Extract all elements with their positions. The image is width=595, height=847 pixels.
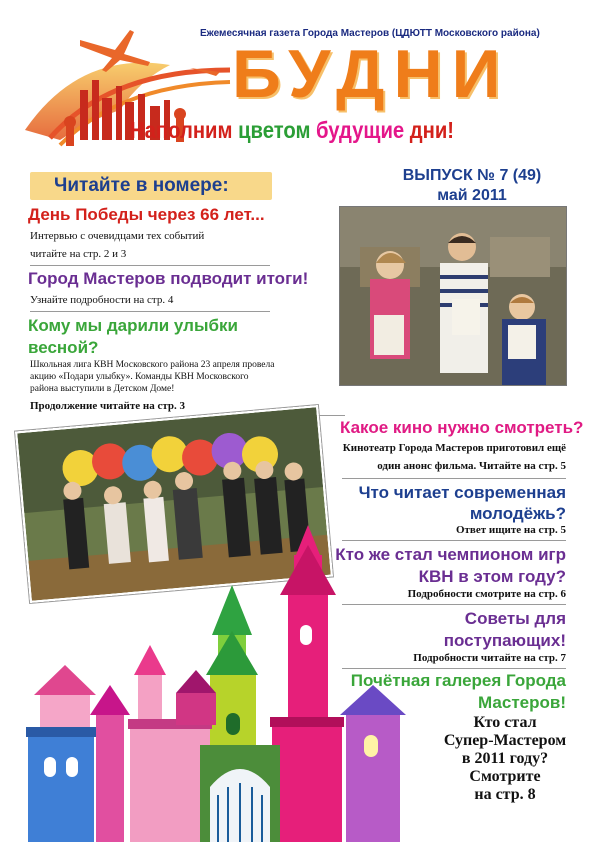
article-5-heading-line-2: молодёжь? — [469, 504, 566, 523]
photo-children-certificates — [339, 206, 567, 386]
article-3-text — [30, 359, 322, 395]
article-4-text-1: Кинотеатр Города Мастеров приготовил ещё — [342, 442, 566, 454]
slogan-word-1: Наполним — [130, 117, 233, 143]
article-6-heading-line-1: Кто же стал чемпионом игр — [335, 545, 566, 564]
article-3-continue: Продолжение читайте на стр. 3 — [30, 400, 186, 412]
article-3-heading-line-2: весной? — [28, 338, 99, 357]
article-4-text-2: один анонс фильма. Читайте на стр. 5 — [377, 460, 566, 472]
issue-info — [374, 166, 570, 206]
newspaper-title: БУДНИ — [232, 36, 510, 112]
article-8-text-line-4: Смотрите — [469, 768, 541, 785]
article-8-text-line-3: в 2011 году? — [461, 750, 549, 767]
article-3-text-line-3: района выступили в Детском Доме! — [30, 384, 175, 394]
article-1-text-1: Интервью с очевидцами тех событий — [30, 230, 205, 242]
article-7-text: Подробности читайте на стр. 7 — [413, 652, 566, 664]
article-8-text-line-5: на стр. 8 — [474, 786, 536, 803]
castle-illustration — [0, 525, 430, 842]
article-4-heading: Какое кино нужно смотреть? — [340, 418, 584, 437]
divider — [30, 311, 270, 312]
article-6-heading-line-2: КВН в этом году? — [418, 567, 566, 586]
issue-number: ВЫПУСК № 7 (49) — [402, 167, 542, 184]
inside-title: Читайте в номере: — [54, 175, 229, 196]
divider — [30, 265, 270, 266]
slogan-word-2: цветом — [238, 117, 311, 143]
article-3-text-line-1: Школьная лига КВН Московского района 23 апреля провела — [30, 360, 275, 370]
article-3-heading — [28, 315, 238, 359]
newspaper-subtitle: Ежемесячная газета Города Мастеров (ЦДЮТТ Московского района) — [200, 28, 540, 39]
article-7-heading-line-2: поступающих! — [443, 631, 566, 650]
article-8-heading-line-1: Почётная галерея Города — [350, 671, 566, 690]
slogan — [130, 117, 454, 144]
article-3-text-line-2: акцию «Подари улыбку». Команды КВН Московского — [30, 372, 249, 382]
article-2-text-1: Узнайте подробности на стр. 4 — [30, 294, 174, 306]
article-8-text-line-2: Супер-Мастером — [443, 732, 567, 749]
issue-date: май 2011 — [437, 187, 507, 204]
article-1-heading: День Победы через 66 лет... — [28, 205, 265, 224]
article-7-heading-line-1: Советы для — [464, 609, 566, 628]
slogan-word-3: будущие — [316, 117, 405, 143]
article-3-heading-line-1: Кому мы дарили улыбки — [28, 316, 238, 335]
article-8-text — [430, 714, 580, 804]
article-8-heading-line-2: Мастеров! — [478, 693, 566, 712]
slogan-word-4: дни! — [409, 117, 455, 143]
article-5-heading-line-1: Что читает современная — [358, 483, 566, 502]
article-5-text: Ответ ищите на стр. 5 — [455, 524, 566, 536]
divider — [342, 478, 566, 479]
article-6-text: Подробности смотрите на стр. 6 — [407, 588, 566, 600]
article-2-heading: Город Мастеров подводит итоги! — [28, 269, 309, 288]
article-5-heading — [300, 482, 566, 524]
article-1-text-2: читайте на стр. 2 и 3 — [30, 248, 127, 260]
article-8-text-line-1: Кто стал — [473, 714, 537, 731]
